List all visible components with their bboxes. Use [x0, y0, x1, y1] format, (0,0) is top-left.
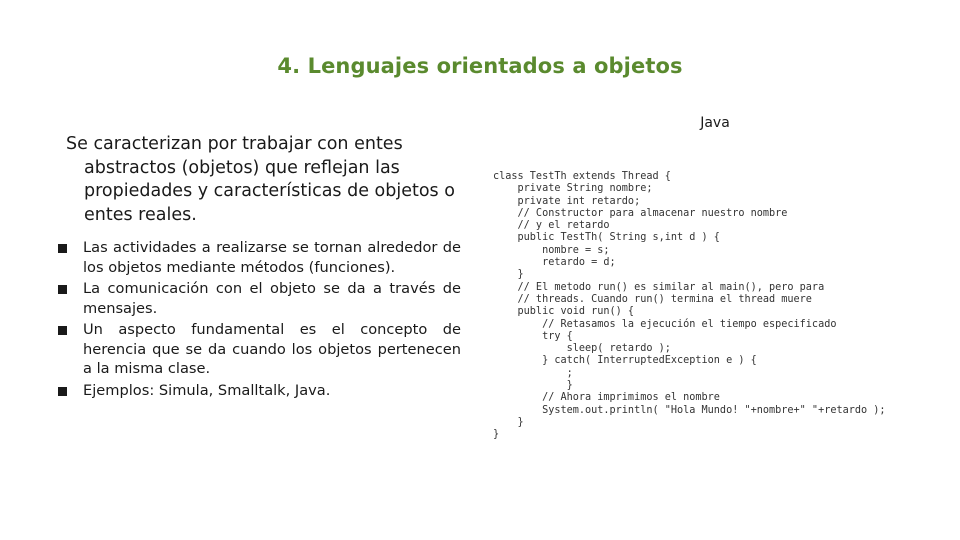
- square-bullet-icon: [58, 326, 67, 335]
- slide-title: 4. Lenguajes orientados a objetos: [277, 54, 683, 78]
- bullet-item: [55, 320, 461, 379]
- code-line: // y el retardo: [493, 220, 610, 232]
- code-line: System.out.println( "Hola Mundo! "+nombre+" "+retardo );: [493, 404, 886, 416]
- code-line: public void run() {: [493, 306, 635, 318]
- code-line: public TestTh( String s,int d ) {: [493, 232, 720, 244]
- intro-text: Se caracterizan por trabajar con entes abstractos (objetos) que reflejan las propiedades y características de objetos o entes reales.: [66, 134, 455, 225]
- code-line: // Ahora imprimimos el nombre: [493, 392, 720, 404]
- code-line: // Retasamos la ejecución el tiempo especificado: [493, 318, 837, 330]
- bullet-item: [55, 279, 461, 318]
- code-line: private int retardo;: [493, 195, 641, 207]
- square-bullet-icon: [58, 387, 67, 396]
- code-line: }: [493, 429, 500, 441]
- code-line: // El metodo run() es similar al main(), pero para: [493, 281, 825, 293]
- square-bullet-icon: [58, 244, 67, 253]
- code-line: }: [493, 380, 573, 392]
- bullet-list: [55, 238, 461, 402]
- code-line: // threads. Cuando run() termina el thread muere: [493, 293, 812, 305]
- code-line: }: [493, 416, 524, 428]
- bullet-text: Las actividades a realizarse se tornan alrededor de los objetos mediante métodos (funciones).: [83, 239, 461, 276]
- java-label: Java: [700, 115, 730, 131]
- code-line: }: [493, 269, 524, 281]
- bullet-text: La comunicación con el objeto se da a través de mensajes.: [83, 280, 461, 317]
- code-line: ;: [493, 367, 573, 379]
- bullet-text: Un aspecto fundamental es el concepto de herencia que se da cuando los objetos pertenecen a la misma clase.: [83, 321, 461, 377]
- intro-paragraph: [62, 133, 462, 227]
- java-code-listing: [493, 171, 886, 442]
- bullet-item: [55, 238, 461, 277]
- code-line: } catch( InterruptedException e ) {: [493, 355, 757, 367]
- code-line: sleep( retardo );: [493, 343, 671, 355]
- code-line: nombre = s;: [493, 244, 610, 256]
- square-bullet-icon: [58, 285, 67, 294]
- bullet-text: Ejemplos: Simula, Smalltalk, Java.: [83, 381, 331, 399]
- code-line: retardo = d;: [493, 257, 616, 269]
- code-line: class TestTh extends Thread {: [493, 171, 671, 182]
- code-line: private String nombre;: [493, 183, 653, 195]
- code-line: try {: [493, 330, 573, 342]
- code-line: // Constructor para almacenar nuestro nombre: [493, 207, 788, 219]
- bullet-item: [55, 381, 461, 401]
